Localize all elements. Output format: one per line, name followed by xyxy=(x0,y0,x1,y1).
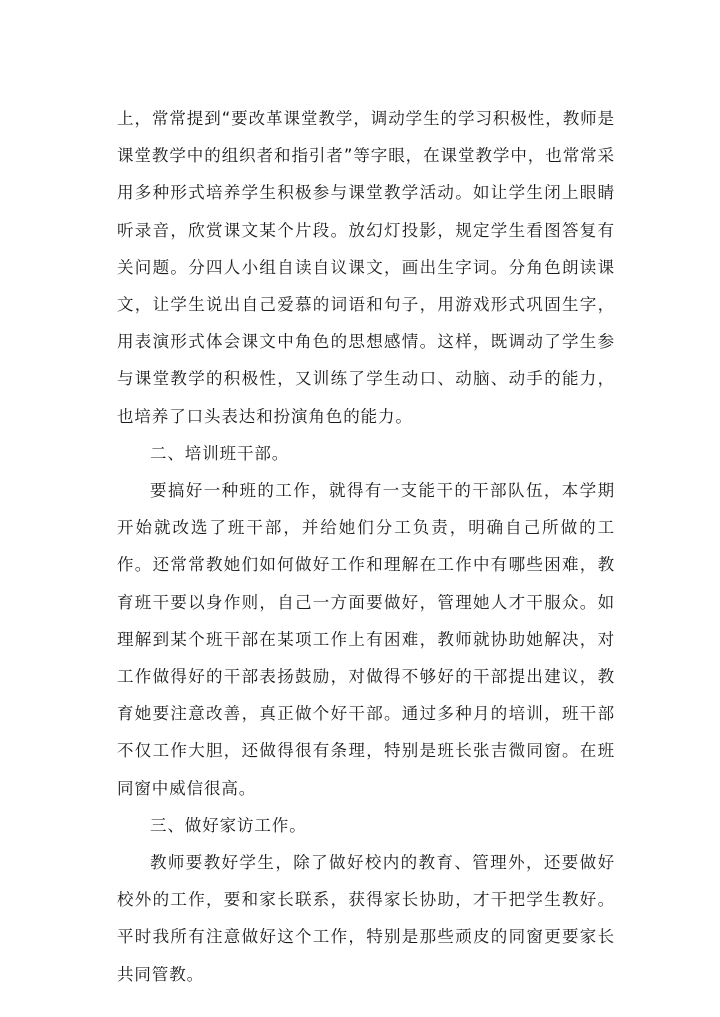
paragraph-home-visits: 教师要教好学生，除了做好校内的教育、管理外，还要做好校外的工作，要和家长联系，获得家长协助，才干把学生教好。平时我所有注意做好这个工作，特别是那些顽皮的同窗更要家长共同管教。 xyxy=(117,853,615,984)
section-heading-home-visits: 三、做好家访工作。 xyxy=(150,815,307,835)
paragraph-continuation: 上，常常提到“要改革课堂教学，调动学生的学习积极性，教师是课堂教学中的组织者和指引者”等字眼，在课堂教学中，也常常采用多种形式培养学生积极参与课堂教学活动。如让学生闭上眼睛听录音，欣赏课文某个片段。放幻灯投影，规定学生看图答复有关问题。分四人小组自读自议课文，画出生字词。分角色朗读课文，让学生说出自己爱慕的词语和句子，用游戏形式巩固生字，用表演形式体会课文中角色的思想感情。这样，既调动了学生参与课堂教学的积极性，又训练了学生动口、动脑、动手的能力，也培养了口头表达和扮演角色的能力。 xyxy=(117,109,615,426)
paragraph-class-cadres: 要搞好一种班的工作，就得有一支能干的干部队伍，本学期开始就改选了班干部，并给她们分工负责，明确自己所做的工作。还常常教她们如何做好工作和理解在工作中有哪些困难，教育班干要以身作则，自己一方面要做好，管理她人才干服众。如理解到某个班干部在某项工作上有困难，教师就协助她解决，对工作做得好的干部表扬鼓励，对做得不够好的干部提出建议，教育她要注意改善，真正做个好干部。通过多种月的培训，班干部不仅工作大胆，还做得很有条理，特别是班长张吉微同窗。在班同窗中威信很高。 xyxy=(117,481,615,798)
section-heading-train-class-cadres: 二、培训班干部。 xyxy=(150,443,290,463)
document-body xyxy=(117,100,615,993)
